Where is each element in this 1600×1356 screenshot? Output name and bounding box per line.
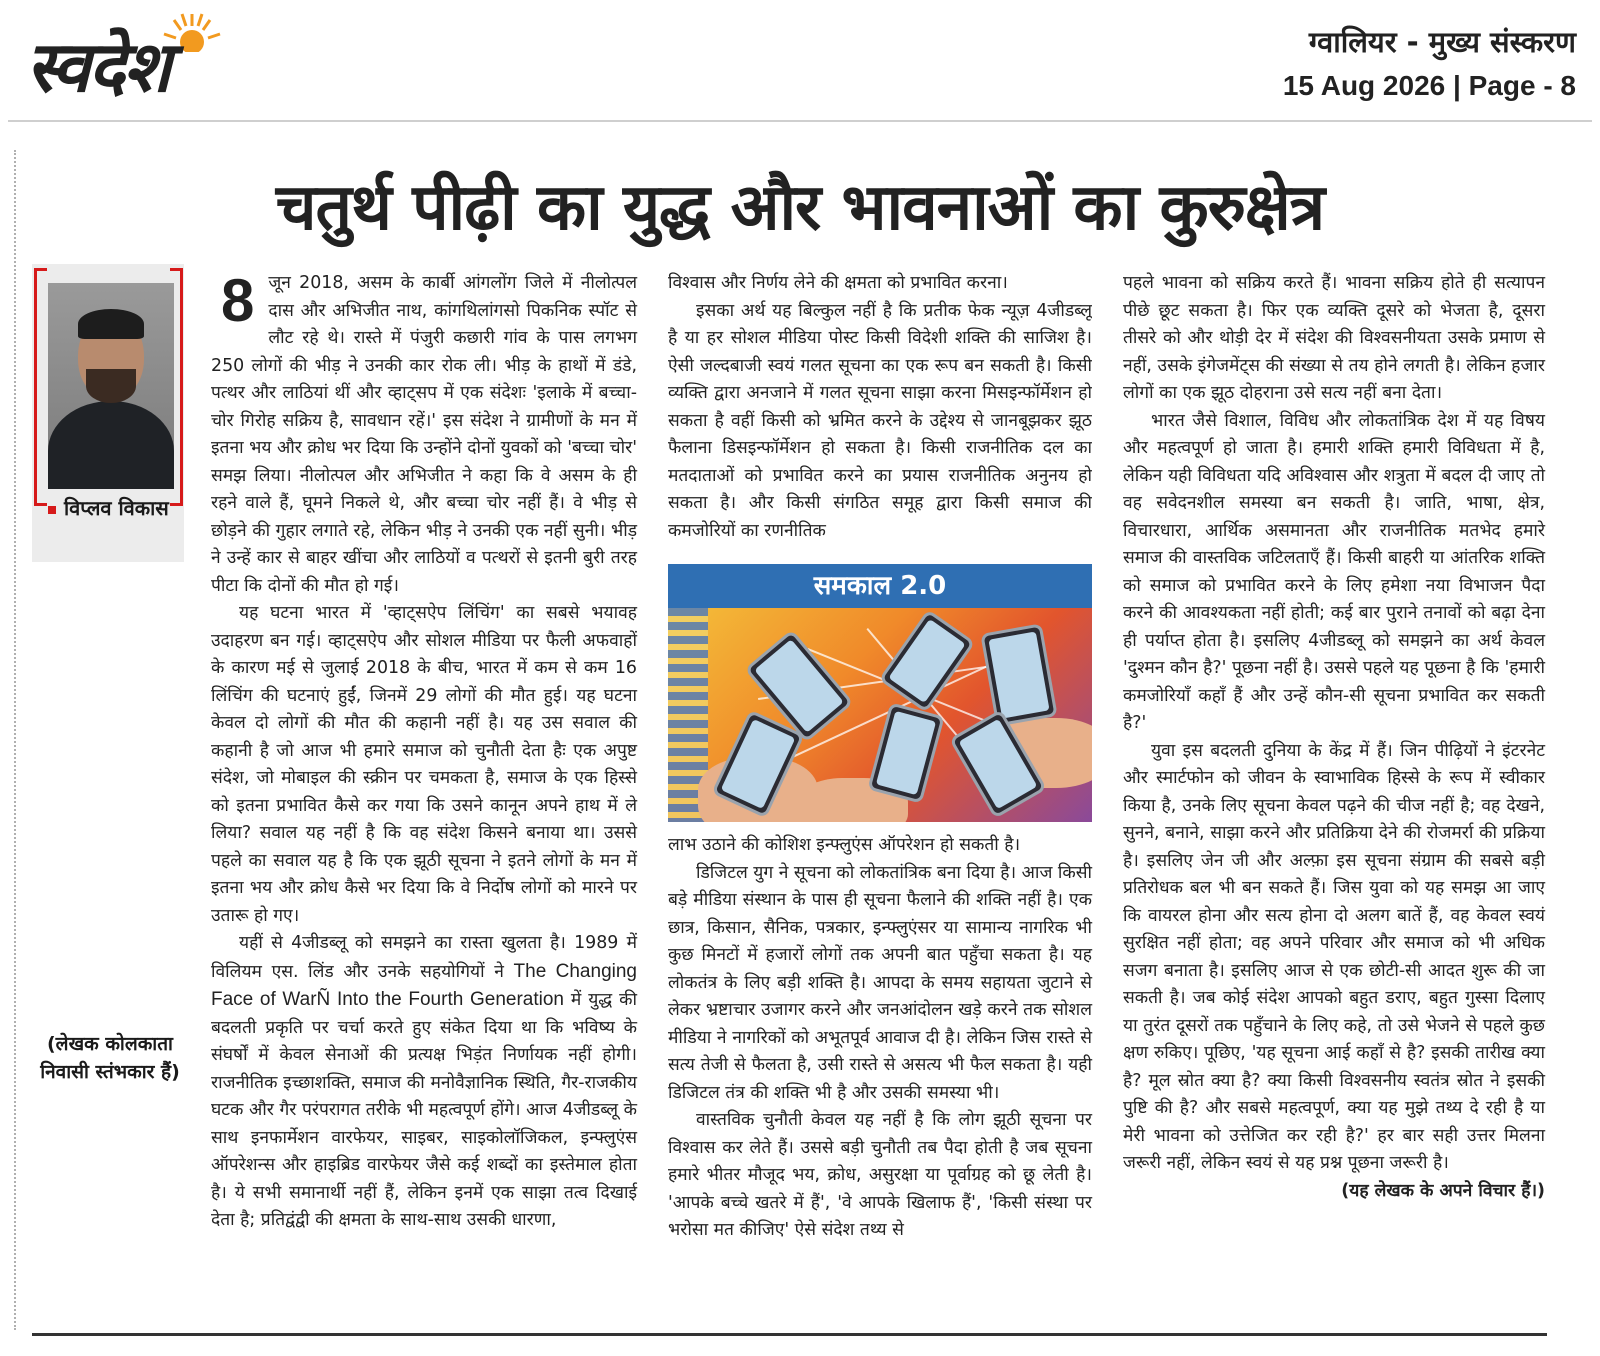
closing-note: (यह लेखक के अपने विचार हैं।) [1341,1180,1545,1201]
photo-bracket-left [34,268,47,506]
red-square-icon [48,506,56,514]
edition-info [1283,24,1576,106]
author-note: (लेखक कोलकाता निवासी स्तंभकार हैं) [40,1033,180,1083]
sun-icon [162,12,222,52]
paragraph: लाभ उठाने की कोशिश इन्फ्लुएंस ऑपरेशन हो सकती है। [668,835,1021,855]
paragraph: भारत जैसे विशाल, विविध और लोकतांत्रिक देश में यह विषय और महत्वपूर्ण हो जाता है। हमारी शक्ति हमारी विविधता में है, लेकिन यही विविधता यदि अविश्वास और शत्रुता में बदल दी जाए तो वह सवेदनशील समस्या बन सकती है। जाति, भाषा, क्षेत्र, विचारधारा, आर्थिक असमानता और राजनीतिक मतभेद हमारे समाज की वास्तविक जटिलताएँ हैं। किसी बाहरी या आंतरिक शक्ति को समाज को प्रभावित करने के लिए हमेशा नया विभाजन पैदा करने की आवश्यकता नहीं होती; कई बार पुराने तनावों को बढ़ा देना ही पर्याप्त होता है। इसलिए 4जीडब्लू को समझने का अर्थ केवल 'दुश्मन कौन है?' पूछना नहीं है। उससे पहले यह पूछना है कि 'हमारी कमजोरियाँ कहाँ हैं और उन्हें कौन-सी सूचना प्रभावित कर सकती है?' [1123,410,1545,733]
logo-wordmark: स्वदेश [26,26,169,108]
left-dotted-rule [14,150,16,1330]
masthead [0,0,1600,125]
article-headline: चतुर्थ पीढ़ी का युद्ध और भावनाओं का कुरुक्षेत्र [275,171,1325,245]
bottom-divider [32,1333,1547,1336]
edition-name: ग्वालियर - मुख्य संस्करण [1308,25,1576,59]
author-photo [48,283,174,489]
smartphones-illustration [668,608,1092,822]
article-column-2 [668,270,1092,560]
paragraph: पहले भावना को सक्रिय करते हैं। भावना सक्रिय होते ही सत्यापन पीछे छूट सकता है। फिर एक व्यक्ति दूसरे को भेजता है, दूसरा तीसरे को और थोड़ी देर में संदेश की विश्वसनीयता उसके प्रमाण से नहीं, उसके इंगेजमेंट्स की संख्या से तय होने लगती है। लेकिन हजार लोगों का एक झूठ दोहराना उसे सत्य नहीं बना देता। [1123,273,1545,403]
paragraph: युवा इस बदलती दुनिया के केंद्र में हैं। जिन पीढ़ियों ने इंटरनेट और स्मार्टफोन को जीवन के स्वाभाविक हिस्से के रूप में स्वीकार किया है, उनके लिए सूचना केवल पढ़ने की चीज नहीं है; वह देखने, सुनने, बनाने, साझा करने और प्रतिक्रिया देने की रोजमर्रा की प्रक्रिया है। इसलिए जेन जी और अल्फ़ा इस सूचना संग्राम की सबसे बड़ी प्रतिरोधक बल भी बन सकते हैं। जिस युवा को यह समझ आ जाए कि वायरल होना और सत्य होना दो अलग बातें हैं, वह केवल स्वयं सुरक्षित नहीं होता; वह अपने परिवार और समाज को भी अधिक सजग बनाता है। इसलिए आज से एक छोटी-सी आदत शुरू की जा सकती है। जब कोई संदेश आपको बहुत डराए, बहुत गुस्सा दिलाए या तुरंत दूसरों तक पहुँचाने के लिए कहे, तो उसे भेजने से पहले कुछ क्षण रुकिए। पूछिए, 'यह सूचना आई कहाँ से है? इसकी तारीख क्या है? मूल स्रोत क्या है? क्या किसी विश्वसनीय स्वतंत्र स्रोत ने इसकी पुष्टि की है? और सबसे महत्वपूर्ण, क्या यह मुझे तथ्य दे रही है या मेरी भावना को उत्तेजित कर रही है?' हर बार सही उत्तर मिलना जरूरी नहीं, लेकिन स्वयं से यह प्रश्न पूछना जरूरी है। [1123,740,1545,1173]
paragraph: यहीं से 4जीडब्लू को समझने का रास्ता खुलता है। 1989 में विलियम एस. लिंड और उनके सहयोगियों ने The Changing Face of WarÑ Into the Fourth Generation में युद्ध की बदलती प्रकृति पर चर्चा करते हुए संकेत दिया था कि भविष्य के संघर्षों में केवल सेनाओं की प्रत्यक्ष भिड़ंत निर्णायक नहीं होगी। राजनीतिक इच्छाशक्ति, समाज की मनोवैज्ञानिक स्थिति, गैर-राजकीय घटक और गैर परंपरागत तरीके भी महत्वपूर्ण होंगे। आज 4जीडब्लू के साथ इनफार्मेशन वारफेयर, साइबर, साइकोलॉजिकल, इन्फ्लुएंस ऑपरेशन्स और हाइब्रिड वारफेयर जैसे कई शब्दों का इस्तेमाल होता है। ये सभी समानार्थी नहीं हैं, लेकिन इनमें एक साझा तत्व दिखाई देता है; प्रतिद्वंद्वी की क्षमता के साथ-साथ उसकी धारणा, [211,933,637,1230]
inset-title: समकाल 2.0 [668,564,1092,608]
author-byline [48,495,183,521]
drop-cap: 8 [221,267,255,334]
article-column-3 [1123,270,1545,1205]
phone-icon [980,623,1057,726]
book-title: The Changing Face of WarÑ Into the Fourth Generation [211,960,637,1010]
top-divider [8,120,1592,122]
article-column-2-lower [668,832,1092,1245]
paragraph: वास्तविक चुनौती केवल यह नहीं है कि लोग झूठी सूचना पर विश्वास कर लेते हैं। उससे बड़ी चुनौती तब पैदा होती है जब सूचना हमारे भीतर मौजूद भय, क्रोध, असुरक्षा या पूर्वाग्रह को छू लेती है। 'आपके बच्चे खतरे में हैं', 'वे आपके खिलाफ हैं', 'किसी संस्था पर भरोसा मत कीजिए' ऐसे संदेश तथ्य से [668,1110,1092,1240]
paragraph: विश्वास और निर्णय लेने की क्षमता को प्रभावित करना। [668,273,1008,293]
column-inset-image [668,564,1092,822]
paragraph: यह घटना भारत में 'व्हाट्सऐप लिंचिंग' का सबसे भयावह उदाहरण बन गई। व्हाट्सऐप और सोशल मीडिया पर फैली अफवाहों के कारण मई से जुलाई 2018 के बीच, भारत में कम से कम 16 लिंचिंग की घटनाएं हुईं, जिनमें 29 लोगों की मौत हुई। यह घटना केवल दो लोगों की मौत की कहानी नहीं है। यह उस सवाल की कहानी है जो आज भी हमारे समाज को चुनौती देता हैः एक अपुष्ट संदेश, जो मोबाइल की स्क्रीन पर चमकता है, समाज के एक हिस्से को इतना प्रभावित कैसे कर गया कि उसने कानून अपने हाथ में ले लिया? सवाल यह नहीं है कि वह संदेश किसने बनाया था। उससे पहले का सवाल यह है कि एक झूठी सूचना ने इतने लोगों के मन में इतना भय और क्रोध कैसे भर दिया कि वे निर्दोष लोगों को मारने पर उतारू हो गए। [211,603,637,926]
article-column-1 [211,267,637,1235]
date-page: 15 Aug 2026 | Page - 8 [1282,70,1576,101]
paragraph: इसका अर्थ यह बिल्कुल नहीं है कि प्रतीक फेक न्यूज़ 4जीडब्लू है या हर सोशल मीडिया पोस्ट किसी विदेशी शक्ति की साजिश है। ऐसी जल्दबाजी स्वयं गलत सूचना का एक रूप बन सकती है। किसी व्यक्ति द्वारा अनजाने में गलत सूचना साझा करना मिसइन्फॉर्मेशन हो सकता है वहीं किसी को भ्रमित करने के उद्देश्य से जानबूझकर झूठ फैलाना डिसइन्फॉर्मेशन हो सकता है। किसी राजनीतिक दल का मतदाताओं को प्रभावित करने का प्रयास राजनीतिक अनुनय हो सकता है। और किसी संगठित समूह द्वारा किसी समाज की कमजोरियों का रणनीतिक [668,300,1092,541]
author-name: विप्लव विकास [64,496,169,520]
phone-icon [879,609,976,713]
paragraph: 8 जून 2018, असम के कार्बी आंगलोंग जिले में नीलोत्पल दास और अभिजीत नाथ, कांगथिलांगसो पिकनिक स्पॉट से लौट रहे थे। रास्ते में पंजुरी कछारी गांव के पास लगभग 250 लोगों की भीड़ ने उनकी कार रोक ली। भीड़ के हाथों में डंडे, पत्थर और लाठियां थीं और व्हाट्सप में एक संदेशः 'इलाके में बच्चा-चोर गिरोह सक्रिय है, सावधान रहें।' इस संदेश ने ग्रामीणों के मन में इतना भय और क्रोध भर दिया कि उन्होंने दोनों युवकों को 'बच्चा चोर' समझ लिया। नीलोत्पल और अभिजीत ने कहा कि वे असम के ही रहने वाले हैं, घूमने निकले थे, और बच्चा चोर नहीं हैं। वे भीड़ से छोड़ने की गुहार लगाते रहे, लेकिन भीड़ ने उनकी एक नहीं सुनी। भीड़ ने उन्हें कार से बाहर खींचा और लाठियों व पत्थरों से इतनी बुरी तरह पीटा कि दोनों की मौत हो गई। [211,267,637,596]
newspaper-logo[interactable] [22,8,322,118]
paragraph: डिजिटल युग ने सूचना को लोकतांत्रिक बना दिया है। आज किसी बड़े मीडिया संस्थान के पास ही सूचना फैलाने की शक्ति नहीं है। एक छात्र, किसान, सैनिक, पत्रकार, इन्फ्लुएंसर या सामान्य नागरिक भी कुछ मिनटों में हजारों लोगों तक अपनी बात पहुँचा सकता है। यह लोकतंत्र के लिए बड़ी शक्ति है। आपदा के समय सहायता जुटाने से लेकर भ्रष्टाचार उजागर करने और जनआंदोलन खड़े करने तक सोशल मीडिया ने नागरिकों को अभूतपूर्व आवाज दी है। लेकिन जिस रास्ते से सत्य तेजी से फैलता है, उसी रास्ते से असत्य भी फैल सकता है। यही डिजिटल तंत्र की शक्ति भी है और उसकी समस्या भी। [668,862,1092,1103]
